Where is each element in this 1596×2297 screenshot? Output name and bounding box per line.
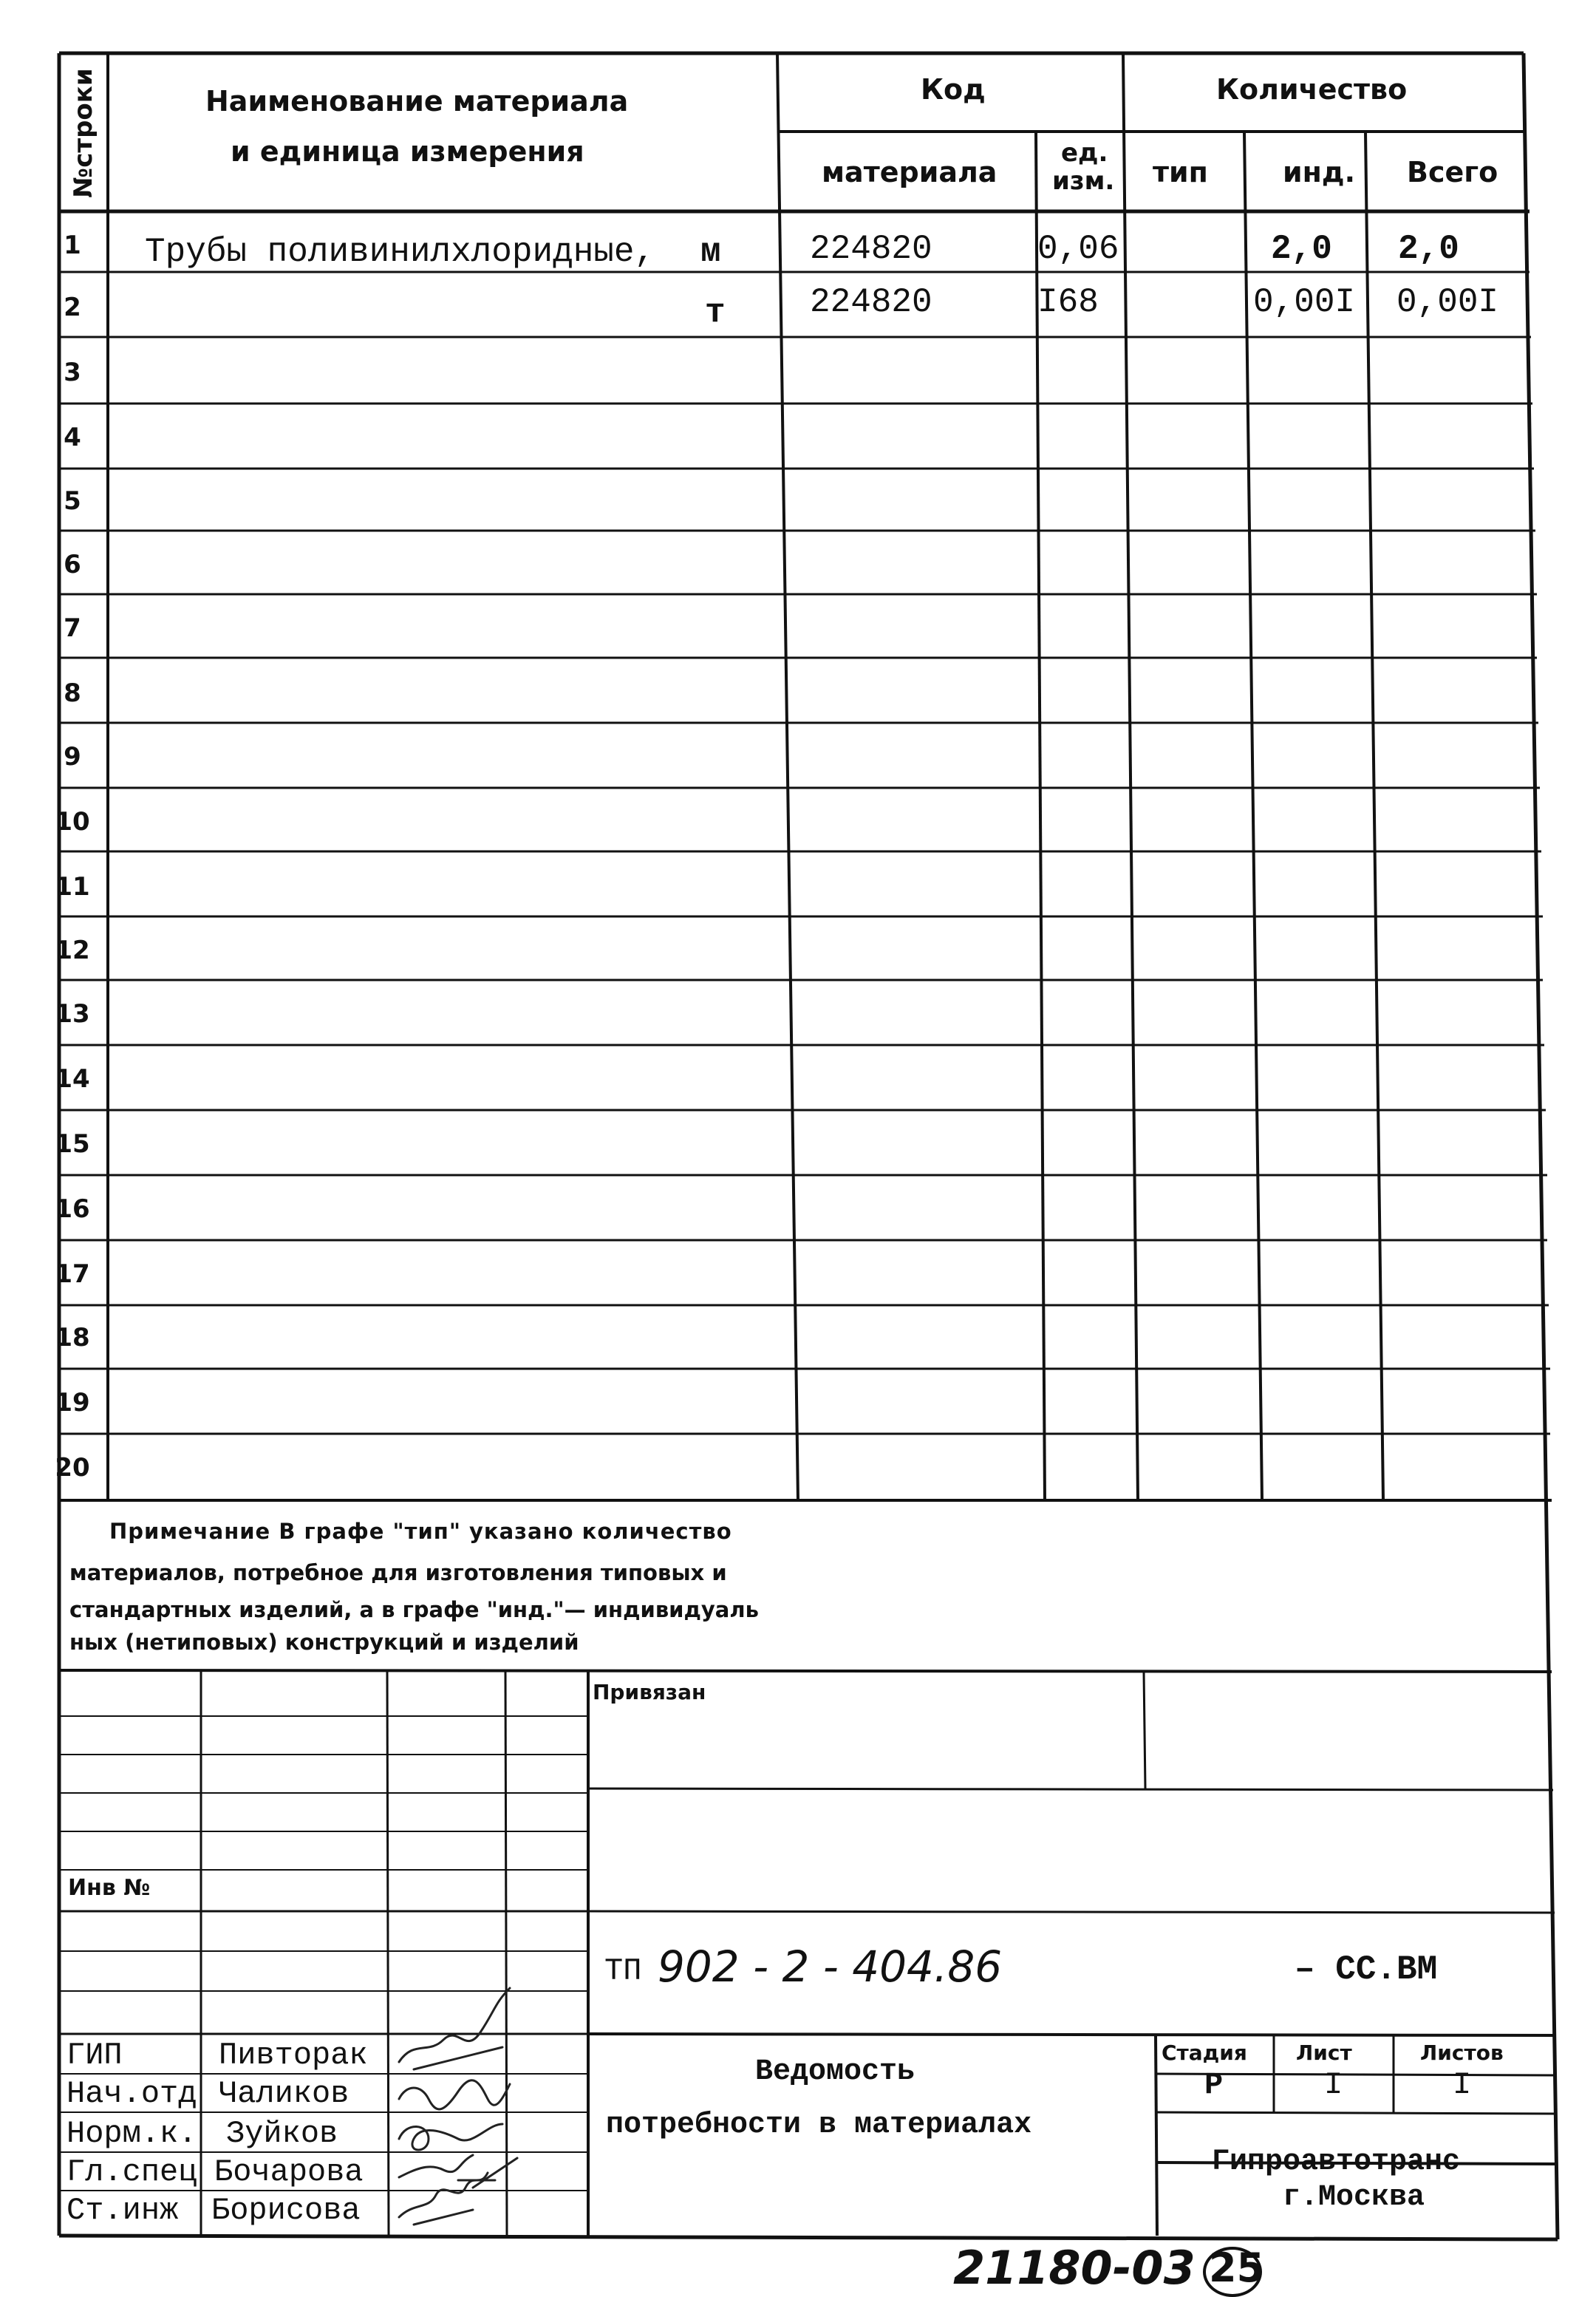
row-number: 2 — [64, 293, 81, 322]
row-number: 20 — [55, 1453, 90, 1483]
row-number: 14 — [55, 1064, 90, 1094]
row-2-unit: т — [705, 293, 726, 332]
row-1-total-qty: 2,0 — [1398, 230, 1459, 268]
row-1-material-code: 224820 — [810, 230, 932, 268]
row-number: 6 — [64, 550, 81, 579]
signature-5 — [399, 2173, 488, 2225]
row-number-header: №строки — [69, 68, 98, 198]
sheets-label: Листов — [1420, 2041, 1504, 2065]
page-number: 25 — [1209, 2245, 1265, 2291]
unit-code-header-line1: ед. — [1061, 138, 1108, 168]
ind-header: инд. — [1283, 156, 1356, 188]
row-1-unit-code: 0,06 — [1037, 230, 1119, 268]
archive-number: 21180-03 — [953, 2241, 1196, 2295]
note-line-3: стандартных изделий, а в графе "инд."— индивидуаль — [69, 1597, 759, 1622]
organization-city: г.Москва — [1283, 2181, 1425, 2214]
signature-4 — [399, 2155, 517, 2188]
row-1-unit: м — [700, 233, 721, 271]
row-1-ind-qty: 2,0 — [1271, 230, 1332, 268]
signature-3 — [399, 2124, 502, 2150]
note-line-1: Примечание В графе "тип" указано количество — [109, 1519, 732, 1544]
inventory-number-label: Инв № — [68, 1875, 151, 1901]
total-header: Всего — [1407, 156, 1498, 188]
sheet-label: Лист — [1296, 2041, 1352, 2065]
row-number: 3 — [64, 358, 81, 387]
row-number: 17 — [55, 1259, 90, 1289]
row-2-total-qty: 0,00I — [1396, 283, 1499, 321]
row-2-unit-code: I68 — [1037, 283, 1099, 321]
row-number: 16 — [55, 1194, 90, 1224]
signatory-role: Норм.к. — [66, 2116, 197, 2151]
stage-label: Стадия — [1162, 2041, 1247, 2065]
row-number: 13 — [55, 999, 90, 1029]
row-number: 19 — [55, 1388, 90, 1418]
doc-code-prefix: ТП — [604, 1953, 642, 1989]
material-name-header-line2: и единица измерения — [231, 135, 584, 168]
signature-1 — [399, 1988, 510, 2069]
document-title-line1: Ведомость — [755, 2055, 915, 2089]
quantity-group-header: Количество — [1216, 73, 1408, 106]
privyazan-label: Привязан — [593, 1680, 706, 1704]
document-title-line2: потребности в материалах — [606, 2109, 1032, 2142]
unit-code-header-line2: изм. — [1052, 166, 1115, 196]
row-number: 9 — [64, 742, 81, 772]
sheet-value: I — [1324, 2067, 1343, 2103]
row-number: 12 — [55, 936, 90, 965]
signature-2 — [399, 2080, 510, 2109]
row-2-material-code: 224820 — [810, 283, 932, 321]
doc-code-number: 902 - 2 - 404.86 — [658, 1942, 1003, 1992]
material-name-header-line1: Наименование материала — [205, 85, 629, 118]
sheets-value: I — [1453, 2067, 1472, 2103]
row-1-material-name: Трубы поливинилхлоридные, — [145, 233, 655, 271]
note-line-4: ных (нетиповых) конструкций и изделий — [69, 1630, 579, 1655]
signatory-role: Гл.спец — [66, 2154, 197, 2190]
row-number: 10 — [55, 807, 90, 837]
signatory-name: Борисова — [211, 2193, 361, 2228]
row-number: 11 — [55, 872, 90, 902]
code-group-header: Код — [921, 73, 986, 106]
doc-code-suffix: – СС.ВМ — [1295, 1950, 1438, 1989]
signatory-name: Зуйков — [226, 2116, 338, 2151]
row-number: 5 — [64, 486, 81, 516]
signatory-name: Пивторак — [219, 2038, 368, 2073]
row-number: 8 — [64, 678, 81, 708]
row-number: 1 — [64, 231, 81, 260]
row-number: 4 — [64, 423, 81, 452]
row-number: 15 — [55, 1129, 90, 1159]
signatory-role: Нач.отд — [66, 2076, 197, 2111]
material-code-header: материала — [822, 156, 998, 188]
row-number: 7 — [64, 613, 81, 643]
signatory-role: Ст.инж — [66, 2193, 179, 2228]
signatory-role: ГИП — [66, 2038, 123, 2073]
stage-value: Р — [1204, 2067, 1224, 2103]
row-2-ind-qty: 0,00I — [1253, 283, 1356, 321]
organization-name: Гипроавтотранс — [1212, 2145, 1461, 2179]
row-number: 18 — [55, 1323, 90, 1352]
type-header: тип — [1153, 156, 1208, 188]
signatory-name: Бочарова — [214, 2154, 364, 2190]
note-line-2: материалов, потребное для изготовления типовых и — [69, 1560, 727, 1585]
signatory-name: Чаликов — [219, 2076, 349, 2111]
